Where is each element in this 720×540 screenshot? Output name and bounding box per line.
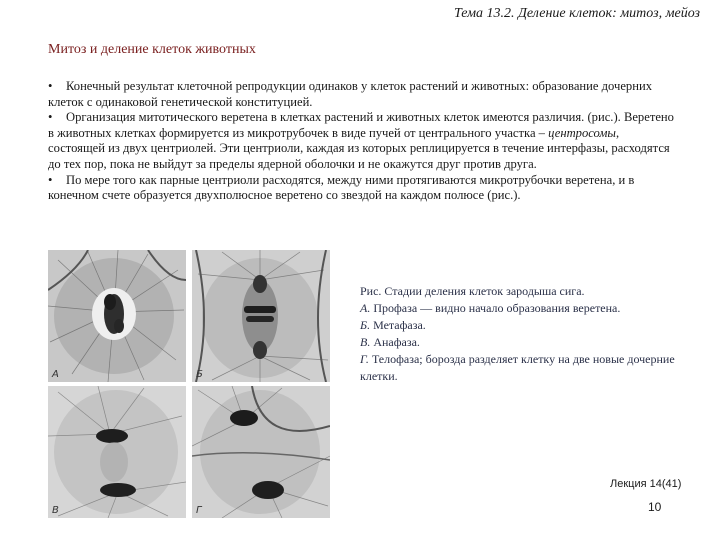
micrograph-panel-a xyxy=(48,250,186,382)
micrograph-panel-c xyxy=(48,386,186,518)
bullet: • xyxy=(48,79,53,93)
paragraph-2: • Организация митотического веретена в клетках растений и животных клеток имеются различия. (рис.). Веретено в животных клетках формируется из микротрубочек в виде пучей от центрального участка – центросомы, состоящей из двух центриолей. Эти центриоли, каждая из которых реплицируется в течение интерфазы, расходятся до тех пор, пока не выйдут за пределы ядерной оболочки и не окажутся друг против друга. xyxy=(48,110,674,171)
caption-line-d: Г. Телофаза; борозда разделяет клетку на две новые дочерние клетки. xyxy=(360,352,675,383)
lecture-label: Лекция 14(41) xyxy=(610,478,682,490)
panel-letter-c: В xyxy=(52,505,59,516)
section-title: Митоз и деление клеток животных xyxy=(48,42,256,57)
slide-header: Тема 13.2. Деление клеток: митоз, мейоз xyxy=(453,6,700,21)
micrograph-panel-d xyxy=(192,386,330,518)
caption-line-a: А. Профаза — видно начало образования веретена. xyxy=(360,301,621,315)
bullet: • xyxy=(48,172,53,187)
bullet: • xyxy=(48,110,53,125)
panel-letter-b: Б xyxy=(196,369,203,380)
page-number: 10 xyxy=(648,500,662,514)
paragraph-1: • Конечный результат клеточной репродукции одинаков у клеток растений и животных: образование дочерних клеток с одинаковой генетической конституцией. xyxy=(48,79,653,109)
caption-line-b: Б. Метафаза. xyxy=(360,318,426,332)
micrograph-panel-b xyxy=(192,250,330,382)
panel-letter-d: Г xyxy=(196,505,202,516)
panel-letter-a: А xyxy=(52,369,59,380)
term-centrosome: центросомы xyxy=(548,125,616,140)
figure-caption xyxy=(360,283,690,385)
caption-line-c: В. Анафаза. xyxy=(360,335,420,349)
body-text xyxy=(48,79,678,204)
caption-title: Рис. Стадии деления клеток зародыша сига. xyxy=(360,284,585,298)
paragraph-3: • По мере того как парные центриоли расходятся, между ними протягиваются микротрубочки веретена, и в конечном счете образуется двухполюсное веретено со звездой на каждом полюсе (рис.). xyxy=(48,172,635,203)
micrograph-figure xyxy=(48,250,330,518)
